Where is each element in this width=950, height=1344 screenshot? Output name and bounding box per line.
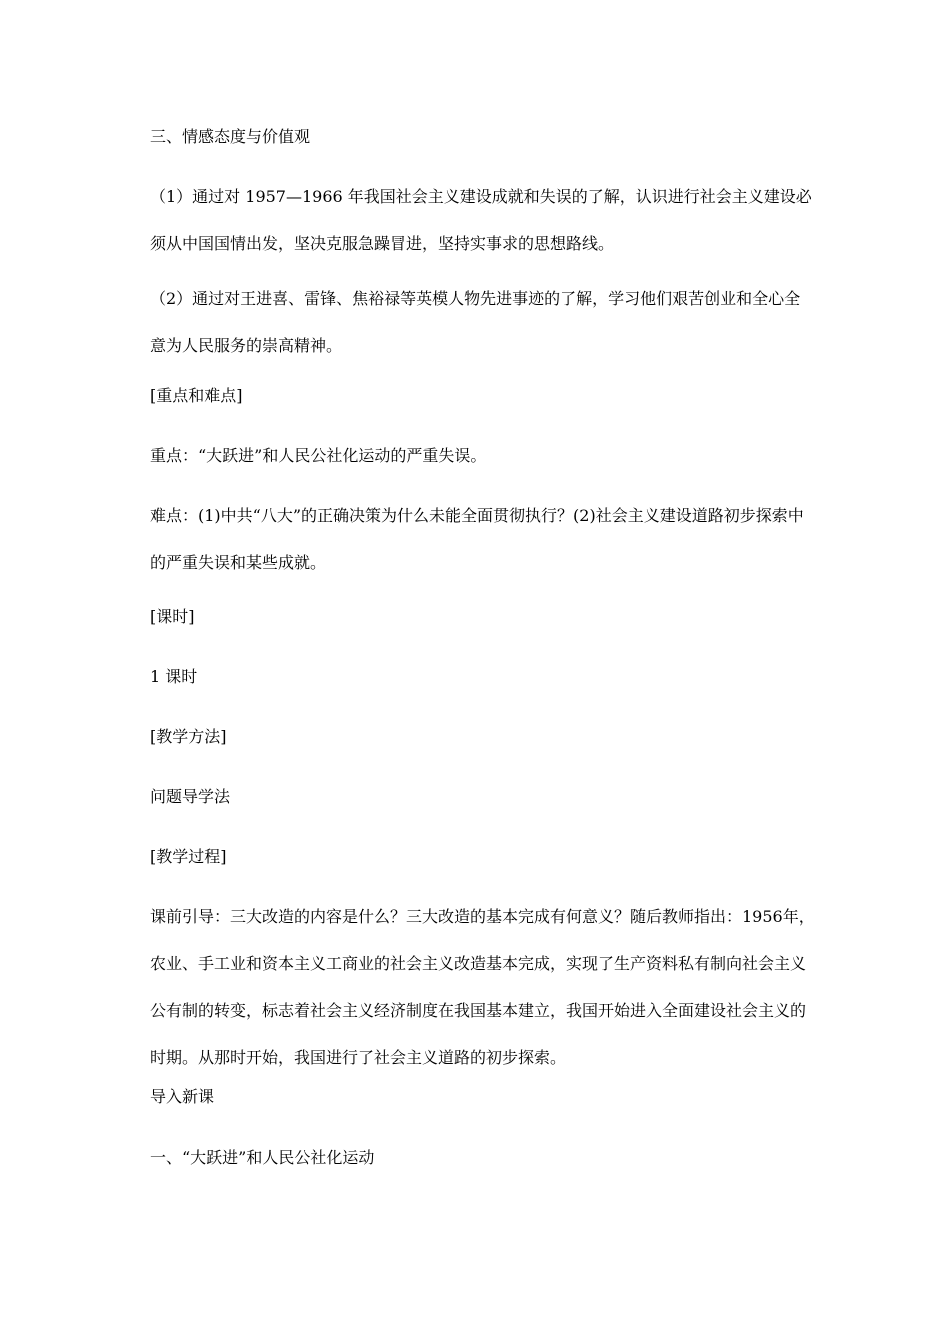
class-hours-value: 1 课时 [150,667,198,686]
class-hours-heading: [课时] [150,607,195,626]
objective-1-paragraph: （1）通过对 1957—1966 年我国社会主义建设成就和失误的了解，认识进行社会主义建设必须从中国国情出发，坚决克服急躁冒进，坚持实事求的思想路线。 [150,187,812,253]
section-1-heading: 一、“大跃进”和人民公社化运动 [150,1148,375,1167]
process-heading: [教学过程] [150,847,227,866]
section-3-heading: 三、情感态度与价值观 [150,127,311,146]
method-heading: [教学方法] [150,727,227,746]
difficult-point-paragraph: 难点：(1)中共“八大”的正确决策为什么未能全面贯彻执行？(2)社会主义建设道路初步探索中的严重失误和某些成就。 [150,506,804,572]
method-value: 问题导学法 [150,787,231,806]
key-point-paragraph: 重点：“大跃进”和人民公社化运动的严重失误。 [150,446,487,465]
objective-2-paragraph: （2）通过对王进喜、雷锋、焦裕禄等英模人物先进事迹的了解，学习他们艰苦创业和全心全意为人民服务的崇高精神。 [150,289,801,355]
new-lesson-label: 导入新课 [150,1087,215,1106]
key-difficult-heading: [重点和难点] [150,386,243,405]
intro-guidance-paragraph: 课前引导：三大改造的内容是什么？三大改造的基本完成有何意义？随后教师指出：1956年，农业、手工业和资本主义工商业的社会主义改造基本完成，实现了生产资料私有制向社会主义公有制的转变，标志着社会主义经济制度在我国基本建立，我国开始进入全面建设社会主义的时期。从那时开始，我国进行了社会主义道路的初步探索。 [150,907,815,1067]
